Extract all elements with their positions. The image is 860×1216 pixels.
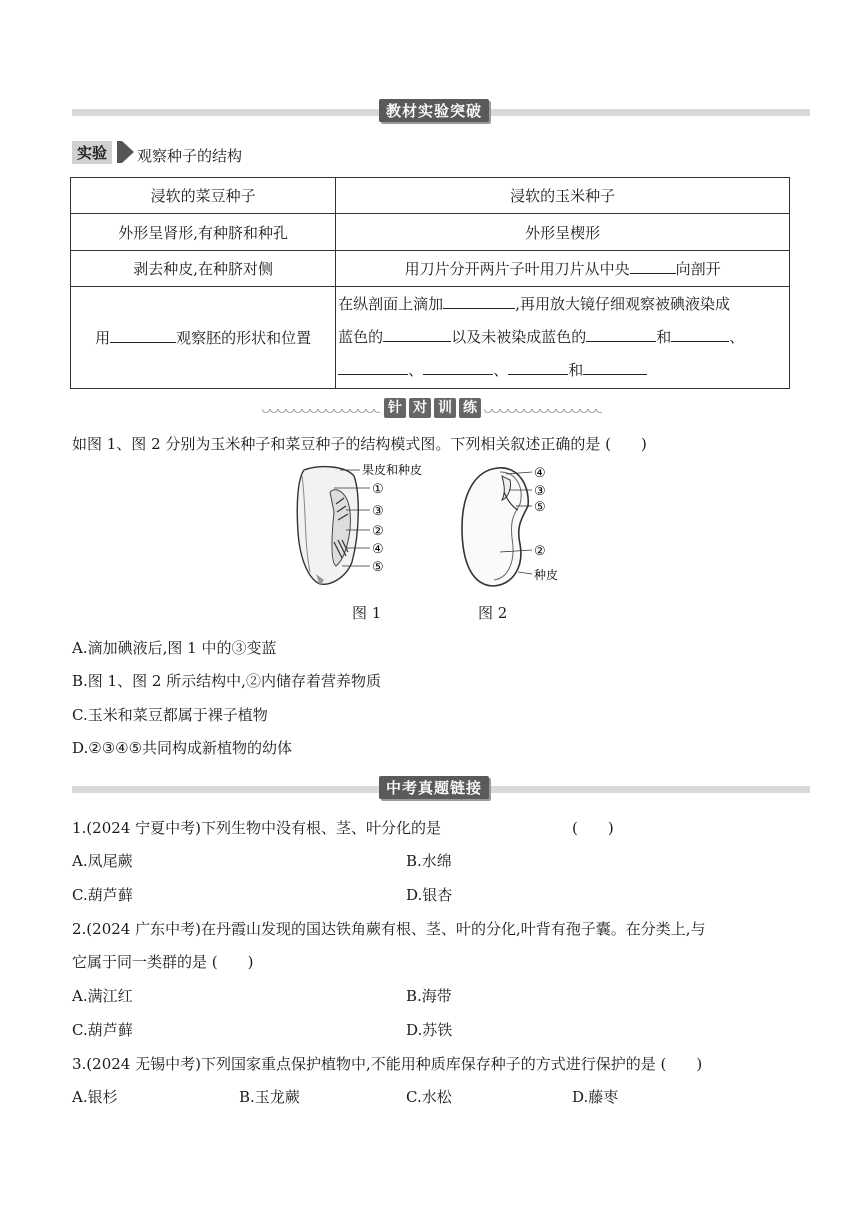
fill-blank[interactable] bbox=[443, 293, 515, 309]
answer-option[interactable]: B.海带 bbox=[406, 987, 452, 1005]
figure-label: ④ bbox=[372, 542, 384, 557]
figure-label: ② bbox=[534, 544, 546, 559]
answer-option[interactable]: A.凤尾蕨 bbox=[72, 852, 133, 870]
figure-label: 果皮和种皮 bbox=[362, 463, 423, 477]
fill-blank[interactable] bbox=[630, 258, 676, 274]
answer-bracket: ( ) bbox=[572, 819, 614, 837]
table-cell: 外形呈肾形,有种脐和种孔 bbox=[71, 214, 336, 251]
table-cell: 外形呈楔形 bbox=[336, 214, 790, 251]
fill-blank[interactable] bbox=[423, 359, 493, 375]
table-cell bbox=[71, 287, 336, 389]
table-cell bbox=[336, 287, 790, 389]
answer-option[interactable]: B.水绵 bbox=[406, 852, 452, 870]
answer-option[interactable]: A.银杉 bbox=[72, 1088, 118, 1106]
training-tag-char: 练 bbox=[459, 398, 481, 418]
cell-text: 在纵剖面上滴加 bbox=[338, 295, 444, 313]
figure-label: 种皮 bbox=[534, 568, 559, 582]
figure-label: ④ bbox=[534, 466, 546, 481]
answer-option[interactable]: C.水松 bbox=[406, 1088, 452, 1106]
figure-label: ⑤ bbox=[534, 500, 546, 515]
answer-option[interactable]: C.葫芦藓 bbox=[72, 1021, 133, 1039]
answer-option[interactable]: D.藤枣 bbox=[572, 1088, 619, 1106]
experiment-title: 观察种子的结构 bbox=[137, 147, 243, 165]
arrow-marker-tip-icon bbox=[122, 141, 134, 163]
question-stem: 2.(2024 广东中考)在丹霞山发现的国达铁角蕨有根、茎、叶的分化,叶背有孢子囊。在分类上,与 bbox=[72, 920, 706, 938]
table-row bbox=[71, 214, 790, 251]
figure-caption: 图 1 bbox=[352, 604, 382, 622]
answer-option[interactable]: D.苏铁 bbox=[406, 1021, 453, 1039]
experiment-tag: 实验 bbox=[72, 141, 112, 164]
table-row bbox=[71, 287, 790, 389]
cell-text: 、 bbox=[408, 361, 424, 379]
answer-option[interactable]: C.葫芦藓 bbox=[72, 886, 133, 904]
experiment-table bbox=[70, 177, 790, 389]
cell-text: 以及未被染成蓝色的 bbox=[451, 328, 587, 346]
question-stem: 如图 1、图 2 分别为玉米种子和菜豆种子的结构模式图。下列相关叙述正确的是 ( ) bbox=[72, 435, 647, 453]
table-row bbox=[71, 178, 790, 214]
figure-label: ③ bbox=[372, 504, 384, 519]
figure-bean-seed bbox=[458, 462, 578, 592]
answer-option[interactable]: A.满江红 bbox=[72, 987, 133, 1005]
cell-text: 用 bbox=[95, 329, 111, 347]
cell-text: ,再用放大镜仔细观察被碘液染成 bbox=[515, 295, 730, 313]
cell-text: 观察胚的形状和位置 bbox=[176, 329, 312, 347]
question-text: 1.(2024 宁夏中考)下列生物中没有根、茎、叶分化的是 bbox=[72, 819, 441, 837]
table-cell: 浸软的菜豆种子 bbox=[71, 178, 336, 214]
fill-blank[interactable] bbox=[338, 359, 408, 375]
question-stem: 3.(2024 无锡中考)下列国家重点保护植物中,不能用种质库保存种子的方式进行保护的是 ( ) bbox=[72, 1055, 703, 1073]
table-cell: 浸软的玉米种子 bbox=[336, 178, 790, 214]
answer-option[interactable]: A.滴加碘液后,图 1 中的③变蓝 bbox=[72, 639, 277, 657]
cell-text: 用刀片分开两片子叶用刀片从中央 bbox=[404, 260, 630, 278]
fill-blank[interactable] bbox=[383, 326, 451, 342]
figure-label: ① bbox=[372, 482, 384, 497]
fill-blank[interactable] bbox=[583, 359, 647, 375]
wavy-divider-right bbox=[484, 409, 602, 417]
answer-option[interactable]: D.银杏 bbox=[406, 886, 453, 904]
figure-caption: 图 2 bbox=[478, 604, 508, 622]
table-cell bbox=[336, 251, 790, 287]
answer-option[interactable]: D.②③④⑤共同构成新植物的幼体 bbox=[72, 739, 293, 757]
section-title-textbook-experiment: 教材实验突破 bbox=[379, 99, 489, 122]
answer-option[interactable]: B.玉龙蕨 bbox=[239, 1088, 300, 1106]
fill-blank[interactable] bbox=[671, 326, 729, 342]
wavy-divider-left bbox=[262, 409, 380, 417]
figure-label: ② bbox=[372, 524, 384, 539]
training-tag-char: 针 bbox=[384, 398, 406, 418]
question-stem bbox=[72, 817, 441, 838]
section-title-exam-links: 中考真题链接 bbox=[379, 776, 489, 799]
training-tag-char: 对 bbox=[409, 398, 431, 418]
figure-label: ③ bbox=[534, 484, 546, 499]
table-cell: 剥去种皮,在种脐对侧 bbox=[71, 251, 336, 287]
answer-option[interactable]: C.玉米和菜豆都属于裸子植物 bbox=[72, 706, 268, 724]
table-row bbox=[71, 251, 790, 287]
cell-text: 蓝色的 bbox=[338, 328, 384, 346]
fill-blank[interactable] bbox=[508, 359, 568, 375]
question-stem: 它属于同一类群的是 ( ) bbox=[72, 953, 254, 971]
cell-text: 、 bbox=[729, 328, 745, 346]
figure-label: ⑤ bbox=[372, 560, 384, 575]
answer-option[interactable]: B.图 1、图 2 所示结构中,②内储存着营养物质 bbox=[72, 672, 381, 690]
cell-text: 和 bbox=[568, 361, 584, 379]
cell-text: 、 bbox=[493, 361, 509, 379]
figure-corn-seed bbox=[290, 462, 440, 592]
fill-blank[interactable] bbox=[110, 327, 176, 343]
cell-text: 向剖开 bbox=[675, 260, 721, 278]
training-tag-char: 训 bbox=[434, 398, 456, 418]
fill-blank[interactable] bbox=[586, 326, 656, 342]
cell-text: 和 bbox=[656, 328, 672, 346]
